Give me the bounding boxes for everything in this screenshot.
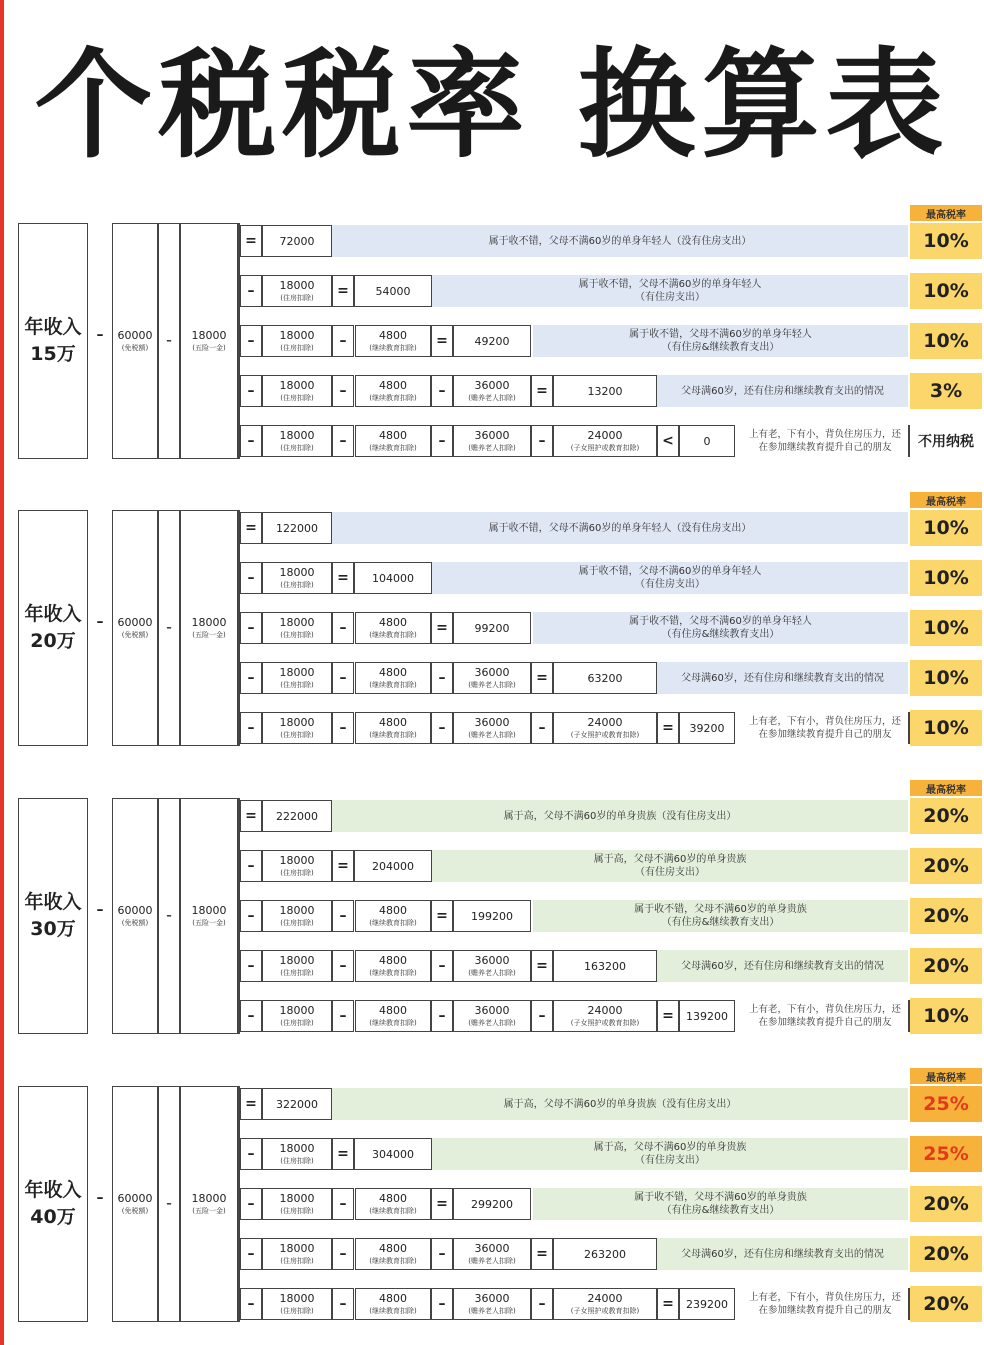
- minus-sign: –: [332, 612, 354, 644]
- rate-badge: 25%: [910, 1136, 982, 1172]
- row-description: 上有老，下有小，背负住房压力，还 在参加继续教育提升自己的朋友: [742, 712, 908, 744]
- result-cell: 39200: [679, 712, 735, 744]
- rate-badge: 10%: [910, 660, 982, 696]
- result-cell: 49200: [453, 325, 531, 357]
- income-label: [18, 223, 88, 459]
- equals-sign: <: [657, 425, 679, 457]
- minus-sign: –: [240, 662, 262, 694]
- deduction-elderly: 36000 (赡养老人扣除): [453, 425, 531, 457]
- minus-sign: –: [431, 425, 453, 457]
- rate-badge: 10%: [910, 560, 982, 596]
- equals-sign: =: [431, 900, 453, 932]
- exempt-box: [112, 510, 158, 746]
- rate-badge: 10%: [910, 710, 982, 746]
- deduction-housing: 18000 (住房扣除): [262, 1288, 332, 1320]
- income-label-line2: 20万: [30, 630, 76, 652]
- row-description: 属于收不错，父母不满60岁的单身年轻人（没有住房支出）: [332, 512, 908, 544]
- minus-sign: –: [332, 1188, 354, 1220]
- minus-sign: –: [240, 325, 262, 357]
- insurance-sub: (五险一金): [192, 631, 226, 639]
- minus-sign: –: [431, 1000, 453, 1032]
- equals-sign: =: [332, 850, 354, 882]
- insurance-box: [180, 798, 238, 1034]
- deduction-elderly: 36000 (赡养老人扣除): [453, 662, 531, 694]
- minus-sign: –: [431, 1288, 453, 1320]
- deduction-education: 4800 (继续教育扣除): [355, 375, 431, 407]
- section-1: [0, 482, 984, 740]
- row-description: 上有老，下有小，背负住房压力，还 在参加继续教育提升自己的朋友: [742, 1000, 908, 1032]
- equals-sign: =: [240, 800, 262, 832]
- minus-box: –: [158, 510, 180, 746]
- row-description: 属于高，父母不满60岁的单身贵族（没有住房支出）: [332, 800, 908, 832]
- rate-badge: 10%: [910, 510, 982, 546]
- rate-badge: 10%: [910, 998, 982, 1034]
- exempt-value: 60000: [117, 616, 153, 629]
- row-description: 属于收不错，父母不满60岁的单身年轻人 （有住房支出）: [432, 275, 908, 307]
- rate-badge: 10%: [910, 273, 982, 309]
- income-label-line2: 40万: [30, 1206, 76, 1228]
- deduction-education: 4800 (继续教育扣除): [355, 1288, 431, 1320]
- insurance-value: 18000: [191, 329, 227, 342]
- deduction-elderly: 36000 (赡养老人扣除): [453, 712, 531, 744]
- row-description: 属于收不错，父母不满60岁的单身年轻人 （有住房支出）: [432, 562, 908, 594]
- insurance-box: [180, 1086, 238, 1322]
- deduction-childcare: 24000 (子女照护或教育扣除): [553, 1288, 657, 1320]
- row-description: 父母满60岁，还有住房和继续教育支出的情况: [657, 1238, 908, 1270]
- minus-box: –: [158, 1086, 180, 1322]
- equals-sign: =: [332, 1138, 354, 1170]
- page-title: 个税税率 换算表: [34, 36, 950, 174]
- equals-sign: =: [531, 662, 553, 694]
- minus-sign: –: [240, 1288, 262, 1320]
- income-label-line1: 年收入: [24, 1179, 82, 1201]
- minus-sign: –: [431, 712, 453, 744]
- minus-sign: –: [332, 662, 354, 694]
- result-cell: 104000: [354, 562, 432, 594]
- equals-sign: =: [431, 612, 453, 644]
- minus-sign: –: [240, 562, 262, 594]
- minus-sign: –: [96, 902, 104, 918]
- minus-sign: –: [332, 1000, 354, 1032]
- result-cell: 99200: [453, 612, 531, 644]
- equals-sign: =: [332, 275, 354, 307]
- deduction-housing: 18000 (住房扣除): [262, 1138, 332, 1170]
- deduction-education: 4800 (继续教育扣除): [355, 425, 431, 457]
- deduction-education: 4800 (继续教育扣除): [355, 950, 431, 982]
- deduction-education: 4800 (继续教育扣除): [355, 325, 431, 357]
- rate-badge: 不用纳税: [910, 423, 982, 459]
- equals-sign: =: [531, 375, 553, 407]
- rate-badge: 3%: [910, 373, 982, 409]
- deduction-housing: 18000 (住房扣除): [262, 612, 332, 644]
- exempt-sub: (免税额): [121, 631, 149, 639]
- exempt-value: 60000: [117, 1192, 153, 1205]
- row-description: 上有老，下有小，背负住房压力，还 在参加继续教育提升自己的朋友: [742, 1288, 908, 1320]
- rate-badge: 20%: [910, 1186, 982, 1222]
- minus-sign: –: [240, 1138, 262, 1170]
- rate-badge: 20%: [910, 848, 982, 884]
- minus-sign: –: [431, 950, 453, 982]
- minus-sign: –: [332, 1288, 354, 1320]
- deduction-elderly: 36000 (赡养老人扣除): [453, 375, 531, 407]
- section-2: [0, 770, 984, 1028]
- minus-sign: –: [531, 425, 553, 457]
- result-cell: 304000: [354, 1138, 432, 1170]
- minus-sign: –: [332, 712, 354, 744]
- result-cell: 63200: [553, 662, 657, 694]
- rate-badge: 20%: [910, 1286, 982, 1322]
- equals-sign: =: [531, 950, 553, 982]
- minus-sign: –: [431, 1238, 453, 1270]
- minus-sign: –: [531, 1000, 553, 1032]
- deduction-housing: 18000 (住房扣除): [262, 325, 332, 357]
- minus-sign: –: [240, 275, 262, 307]
- result-cell: 322000: [262, 1088, 332, 1120]
- insurance-value: 18000: [191, 904, 227, 917]
- deduction-housing: 18000 (住房扣除): [262, 850, 332, 882]
- income-label-line2: 15万: [30, 343, 76, 365]
- deduction-education: 4800 (继续教育扣除): [355, 712, 431, 744]
- insurance-box: [180, 223, 238, 459]
- equals-sign: =: [431, 1188, 453, 1220]
- minus-box: –: [158, 223, 180, 459]
- rate-badge: 10%: [910, 223, 982, 259]
- rate-badge: 10%: [910, 323, 982, 359]
- exempt-box: [112, 798, 158, 1034]
- minus-sign: –: [96, 614, 104, 630]
- result-cell: 122000: [262, 512, 332, 544]
- equals-sign: =: [431, 325, 453, 357]
- minus-sign: –: [240, 1188, 262, 1220]
- deduction-education: 4800 (继续教育扣除): [355, 1188, 431, 1220]
- insurance-box: [180, 510, 238, 746]
- minus-sign: –: [332, 900, 354, 932]
- equals-sign: =: [240, 1088, 262, 1120]
- minus-box: –: [158, 798, 180, 1034]
- equals-sign: =: [240, 225, 262, 257]
- row-description: 属于收不错，父母不满60岁的单身年轻人 （有住房&继续教育支出）: [533, 612, 908, 644]
- exempt-sub: (免税额): [121, 919, 149, 927]
- insurance-sub: (五险一金): [192, 344, 226, 352]
- minus-sign: –: [240, 425, 262, 457]
- deduction-housing: 18000 (住房扣除): [262, 375, 332, 407]
- deduction-childcare: 24000 (子女照护或教育扣除): [553, 712, 657, 744]
- deduction-housing: 18000 (住房扣除): [262, 1000, 332, 1032]
- result-cell: 163200: [553, 950, 657, 982]
- minus-sign: –: [531, 1288, 553, 1320]
- deduction-childcare: 24000 (子女照护或教育扣除): [553, 1000, 657, 1032]
- row-description: 属于高，父母不满60岁的单身贵族（没有住房支出）: [332, 1088, 908, 1120]
- equals-sign: =: [657, 712, 679, 744]
- equals-sign: =: [657, 1288, 679, 1320]
- rate-badge: 20%: [910, 948, 982, 984]
- deduction-housing: 18000 (住房扣除): [262, 562, 332, 594]
- income-label-line1: 年收入: [24, 891, 82, 913]
- deduction-housing: 18000 (住房扣除): [262, 275, 332, 307]
- insurance-sub: (五险一金): [192, 919, 226, 927]
- minus-sign: –: [240, 712, 262, 744]
- row-description: 父母满60岁，还有住房和继续教育支出的情况: [657, 950, 908, 982]
- deduction-housing: 18000 (住房扣除): [262, 662, 332, 694]
- result-cell: 139200: [679, 1000, 735, 1032]
- section-0: [0, 195, 984, 453]
- income-label: [18, 510, 88, 746]
- minus-sign: –: [431, 662, 453, 694]
- row-description: 属于高，父母不满60岁的单身贵族 （有住房支出）: [432, 1138, 908, 1170]
- rate-header: 最高税率: [910, 492, 982, 508]
- rate-badge: 20%: [910, 798, 982, 834]
- minus-sign: –: [240, 1000, 262, 1032]
- exempt-sub: (免税额): [121, 1207, 149, 1215]
- income-label: [18, 798, 88, 1034]
- minus-sign: –: [96, 1190, 104, 1206]
- exempt-box: [112, 223, 158, 459]
- deduction-elderly: 36000 (赡养老人扣除): [453, 1000, 531, 1032]
- deduction-housing: 18000 (住房扣除): [262, 950, 332, 982]
- insurance-value: 18000: [191, 616, 227, 629]
- row-description: 父母满60岁，还有住房和继续教育支出的情况: [657, 662, 908, 694]
- result-cell: 13200: [553, 375, 657, 407]
- minus-sign: –: [240, 375, 262, 407]
- exempt-box: [112, 1086, 158, 1322]
- income-label-line1: 年收入: [24, 603, 82, 625]
- minus-sign: –: [240, 850, 262, 882]
- minus-sign: –: [240, 1238, 262, 1270]
- minus-sign: –: [431, 375, 453, 407]
- result-cell: 299200: [453, 1188, 531, 1220]
- result-cell: 0: [679, 425, 735, 457]
- rate-header: 最高税率: [910, 205, 982, 221]
- minus-sign: –: [531, 712, 553, 744]
- rate-badge: 25%: [910, 1086, 982, 1122]
- section-3: [0, 1058, 984, 1316]
- minus-sign: –: [240, 950, 262, 982]
- deduction-childcare: 24000 (子女照护或教育扣除): [553, 425, 657, 457]
- equals-sign: =: [531, 1238, 553, 1270]
- deduction-housing: 18000 (住房扣除): [262, 1238, 332, 1270]
- rate-badge: 10%: [910, 610, 982, 646]
- equals-sign: =: [240, 512, 262, 544]
- minus-sign: –: [240, 900, 262, 932]
- deduction-elderly: 36000 (赡养老人扣除): [453, 1238, 531, 1270]
- minus-sign: –: [332, 1238, 354, 1270]
- deduction-education: 4800 (继续教育扣除): [355, 900, 431, 932]
- deduction-housing: 18000 (住房扣除): [262, 900, 332, 932]
- rate-header: 最高税率: [910, 1068, 982, 1084]
- exempt-value: 60000: [117, 904, 153, 917]
- row-description: 属于收不错，父母不满60岁的单身年轻人 （有住房&继续教育支出）: [533, 325, 908, 357]
- result-cell: 263200: [553, 1238, 657, 1270]
- income-label: [18, 1086, 88, 1322]
- income-label-line2: 30万: [30, 918, 76, 940]
- insurance-value: 18000: [191, 1192, 227, 1205]
- exempt-value: 60000: [117, 329, 153, 342]
- minus-sign: –: [96, 327, 104, 343]
- deduction-education: 4800 (继续教育扣除): [355, 612, 431, 644]
- equals-sign: =: [332, 562, 354, 594]
- deduction-elderly: 36000 (赡养老人扣除): [453, 950, 531, 982]
- rate-badge: 20%: [910, 898, 982, 934]
- rate-header: 最高税率: [910, 780, 982, 796]
- insurance-sub: (五险一金): [192, 1207, 226, 1215]
- minus-sign: –: [332, 950, 354, 982]
- minus-sign: –: [332, 325, 354, 357]
- income-label-line1: 年收入: [24, 316, 82, 338]
- deduction-housing: 18000 (住房扣除): [262, 1188, 332, 1220]
- deduction-elderly: 36000 (赡养老人扣除): [453, 1288, 531, 1320]
- row-description: 父母满60岁，还有住房和继续教育支出的情况: [657, 375, 908, 407]
- minus-sign: –: [332, 425, 354, 457]
- deduction-education: 4800 (继续教育扣除): [355, 662, 431, 694]
- row-description: 属于收不错，父母不满60岁的单身贵族 （有住房&继续教育支出）: [533, 900, 908, 932]
- result-cell: 199200: [453, 900, 531, 932]
- result-cell: 239200: [679, 1288, 735, 1320]
- result-cell: 54000: [354, 275, 432, 307]
- minus-sign: –: [332, 375, 354, 407]
- row-description: 属于高，父母不满60岁的单身贵族 （有住房支出）: [432, 850, 908, 882]
- deduction-housing: 18000 (住房扣除): [262, 712, 332, 744]
- result-cell: 72000: [262, 225, 332, 257]
- rate-badge: 20%: [910, 1236, 982, 1272]
- result-cell: 222000: [262, 800, 332, 832]
- row-description: 上有老，下有小，背负住房压力，还 在参加继续教育提升自己的朋友: [742, 425, 908, 457]
- deduction-education: 4800 (继续教育扣除): [355, 1238, 431, 1270]
- result-cell: 204000: [354, 850, 432, 882]
- row-description: 属于收不错，父母不满60岁的单身贵族 （有住房&继续教育支出）: [533, 1188, 908, 1220]
- row-description: 属于收不错，父母不满60岁的单身年轻人（没有住房支出）: [332, 225, 908, 257]
- minus-sign: –: [240, 612, 262, 644]
- exempt-sub: (免税额): [121, 344, 149, 352]
- equals-sign: =: [657, 1000, 679, 1032]
- deduction-education: 4800 (继续教育扣除): [355, 1000, 431, 1032]
- deduction-housing: 18000 (住房扣除): [262, 425, 332, 457]
